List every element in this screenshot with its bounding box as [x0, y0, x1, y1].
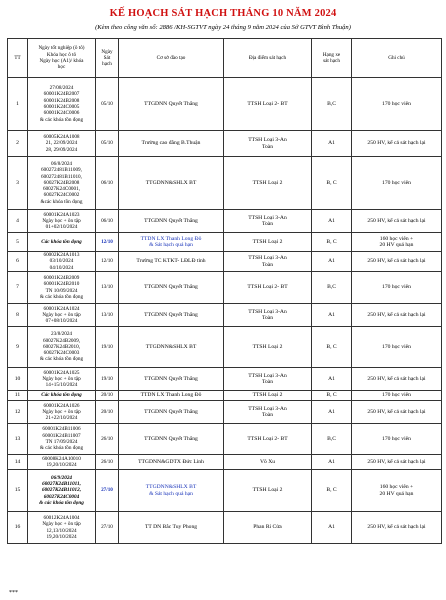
table-row	[8, 157, 442, 210]
cell-diadiem: TTSH Loại 3-An Toàn	[224, 252, 312, 272]
page-subtitle: (Kèm theo công văn số: 2886 /KH-SGTVT ngày 24 tháng 9 năm 2024 của Sở GTVT Bình Thuận)	[95, 24, 351, 31]
cell-ghichu: 160 học viên + 20 HV quá hạn	[352, 233, 442, 252]
table-row	[8, 391, 442, 401]
table-row	[8, 272, 442, 304]
cell-coso: TTGDNN&SHLX BT	[119, 327, 224, 368]
cell-coso: TTGDNN&SHLX BT & Sát hạch quá hạn	[119, 470, 224, 512]
cell-khoa: 60008K24A10010 19,20/10/2024	[28, 455, 96, 470]
cell-ghichu: 170 học viên	[352, 272, 442, 304]
cell-tt: 2	[8, 131, 28, 157]
cell-ghichu: 170 học viên	[352, 157, 442, 210]
cell-tt: 7	[8, 272, 28, 304]
table-row	[8, 327, 442, 368]
cell-khoa: 60012K24A1004 Ngày học + ôn tập 12,13/10/2024 19,20/10/2024	[28, 512, 96, 544]
cell-khoa: 60001K24A1026 Ngày học + ôn tập 21+22/10/2024	[28, 401, 96, 424]
cell-coso: Trường cao đẳng B.Thuận	[119, 131, 224, 157]
cell-tt: 1	[8, 78, 28, 131]
cell-diadiem: TTSH Loại 3-An Toàn	[224, 210, 312, 233]
cell-coso: TTGDNN Quyết Thắng	[119, 272, 224, 304]
cell-ngay: 05/10	[96, 131, 119, 157]
cell-diadiem: Võ Xu	[224, 455, 312, 470]
cell-tt: 11	[8, 391, 28, 401]
table-row	[8, 131, 442, 157]
table-row	[8, 401, 442, 424]
cell-ngay: 06/10	[96, 210, 119, 233]
cell-tt: 14	[8, 455, 28, 470]
cell-khoa: 06/9/2024 60027K24B11011, 60027K24B11012, 60027K24C0004 & các khóa tồn đọng	[28, 470, 96, 512]
cell-ngay: 05/10	[96, 78, 119, 131]
cell-diadiem: TTSH Loại 3-An Toàn	[224, 304, 312, 327]
table-row	[8, 368, 442, 391]
cell-hang: B,C	[312, 272, 352, 304]
cell-tt: 8	[8, 304, 28, 327]
cell-hang: A1	[312, 401, 352, 424]
cell-tt: 9	[8, 327, 28, 368]
header-diadiem: Địa điểm sát hạch	[224, 39, 312, 78]
cell-coso: TTDN LX Thanh Long Đô	[119, 391, 224, 401]
cell-khoa: 60001K24A1023 Ngày học + ôn tập 01+02/10/2024	[28, 210, 96, 233]
cell-ghichu: 170 học viên	[352, 391, 442, 401]
header-ngay: Ngày Sát hạch	[96, 39, 119, 78]
cell-coso: TTGDNN&GDTX Đức Linh	[119, 455, 224, 470]
cell-diadiem: TTSH Loại 2	[224, 470, 312, 512]
cell-khoa: 27/08/2024 60001K24B2007 60001K24B2008 60001K24C0005 60001K24C0006 & các khóa tồn đọng	[28, 78, 96, 131]
cell-khoa: 06/8/2024 600272481B11009, 600272481B11010, 60027K24B2008 60027K24C0001, 60027K24C0002 &các khóa tồn đọng	[28, 157, 96, 210]
cell-ngay: 06/10	[96, 157, 119, 210]
cell-tt: 4	[8, 210, 28, 233]
cell-khoa: 60005K24A1008 21, 22/09/2024 28, 29/09/2024	[28, 131, 96, 157]
cell-ghichu: 250 HV, kể cả sát hạch lại	[352, 252, 442, 272]
cell-ngay: 12/10	[96, 252, 119, 272]
header-hang: Hạng xe sát hạch	[312, 39, 352, 78]
cell-ngay: 13/10	[96, 272, 119, 304]
cell-ngay: 19/10	[96, 327, 119, 368]
cell-coso: TT DN Bắc Tuy Phong	[119, 512, 224, 544]
table-row	[8, 252, 442, 272]
table-row	[8, 304, 442, 327]
cell-hang: B,C	[312, 78, 352, 131]
cell-hang: A1	[312, 304, 352, 327]
cell-ghichu: 250 HV, kể cả sát hạch lại	[352, 401, 442, 424]
table-row	[8, 512, 442, 544]
cell-ngay: 26/10	[96, 424, 119, 455]
table-row	[8, 424, 442, 455]
cell-coso: TTGDNN Quyết Thắng	[119, 368, 224, 391]
cell-khoa: 23/8/2024 60027K24B2009, 60027K24B2010, 60027K24C0003 & các khóa tồn đọng	[28, 327, 96, 368]
cell-ngay: 27/10	[96, 512, 119, 544]
cell-tt: 12	[8, 401, 28, 424]
cell-ghichu: 250 HV, kể cả sát hạch lại	[352, 368, 442, 391]
cell-diadiem: TTSH Loại 2	[224, 233, 312, 252]
cell-tt: 3	[8, 157, 28, 210]
table-row	[8, 470, 442, 512]
cell-diadiem: TTSH Loại 3-An Toàn	[224, 368, 312, 391]
cell-hang: B, C	[312, 157, 352, 210]
cell-coso: TTGDNN Quyết Thắng	[119, 401, 224, 424]
footer-mark: ***	[9, 590, 18, 596]
cell-ngay: 20/10	[96, 401, 119, 424]
cell-ngay: 13/10	[96, 304, 119, 327]
header-ghichu: Ghi chú	[352, 39, 442, 78]
cell-coso: TTGDNN&SHLX BT	[119, 157, 224, 210]
cell-khoa: Các khóa tồn đọng	[28, 233, 96, 252]
cell-ghichu: 160 học viên + 20 HV quá hạn	[352, 470, 442, 512]
cell-hang: A1	[312, 368, 352, 391]
table-row	[8, 233, 442, 252]
cell-khoa: 60002K24A1013 03/10/2024 04/10/2024	[28, 252, 96, 272]
cell-tt: 15	[8, 470, 28, 512]
cell-diadiem: TTSH Loại 3-An Toàn	[224, 401, 312, 424]
table-header-row	[8, 39, 442, 78]
cell-ghichu: 250 HV, kể cả sát hạch lại	[352, 304, 442, 327]
header-coso: Cơ sở đào tạo	[119, 39, 224, 78]
cell-hang: B, C	[312, 391, 352, 401]
cell-coso: Trường TC KTKT- LĐLĐ tỉnh	[119, 252, 224, 272]
cell-coso: TTDN LX Thanh Long Đô & Sát hạch quá hạn	[119, 233, 224, 252]
cell-hang: A1	[312, 512, 352, 544]
table-body	[8, 78, 442, 544]
cell-diadiem: TTSH Loại 2- BT	[224, 424, 312, 455]
cell-diadiem: TTSH Loại 2	[224, 327, 312, 368]
cell-ghichu: 170 học viên	[352, 327, 442, 368]
cell-tt: 6	[8, 252, 28, 272]
cell-diadiem: TTSH Loại 2	[224, 157, 312, 210]
cell-hang: B,C	[312, 424, 352, 455]
cell-ngay: 20/10	[96, 391, 119, 401]
cell-ngay: 26/10	[96, 455, 119, 470]
cell-tt: 5	[8, 233, 28, 252]
cell-coso: TTGDNN Quyết Thắng	[119, 78, 224, 131]
schedule-table	[7, 38, 442, 544]
cell-ngay: 19/10	[96, 368, 119, 391]
table-row	[8, 78, 442, 131]
cell-coso: TTGDNN Quyết Thắng	[119, 424, 224, 455]
cell-hang: B, C	[312, 233, 352, 252]
cell-khoa: 60001K24B2009 60001K24B2010 TN 10/09/2024 & các khóa tồn đọng	[28, 272, 96, 304]
cell-diadiem: TTSH Loại 3-An Toàn	[224, 131, 312, 157]
cell-hang: A1	[312, 455, 352, 470]
cell-ngay: 27/10	[96, 470, 119, 512]
table-row	[8, 210, 442, 233]
header-tt: TT	[8, 39, 28, 78]
cell-diadiem: Phan Rí Cửa	[224, 512, 312, 544]
cell-ngay: 12/10	[96, 233, 119, 252]
header-khoa: Ngày tốt nghiệp (ô tô) Khóa học ô tô Ngày học (A1)/ khóa học	[28, 39, 96, 78]
cell-tt: 16	[8, 512, 28, 544]
cell-ghichu: 250 HV, kể cả sát hạch lại	[352, 210, 442, 233]
cell-coso: TTGDNN Quyết Thắng	[119, 304, 224, 327]
cell-hang: B, C	[312, 327, 352, 368]
cell-diadiem: TTSH Loại 2- BT	[224, 78, 312, 131]
cell-ghichu: 250 HV, kể cả sát hạch lại	[352, 512, 442, 544]
cell-tt: 10	[8, 368, 28, 391]
cell-coso: TTGDNN Quyết Thắng	[119, 210, 224, 233]
cell-hang: A1	[312, 131, 352, 157]
cell-diadiem: TTSH Loại 2	[224, 391, 312, 401]
cell-diadiem: TTSH Loại 2- BT	[224, 272, 312, 304]
cell-khoa: 60001K24B11006 60001K24B11007 TN 17/09/2024 & các khóa tồn đọng	[28, 424, 96, 455]
cell-ghichu: 250 HV, kể cả sát hạch lại	[352, 455, 442, 470]
table-row	[8, 455, 442, 470]
cell-khoa: 60001K24A1024 Ngày học + ôn tập 07+08/10/2024	[28, 304, 96, 327]
cell-ghichu: 170 học viên	[352, 78, 442, 131]
cell-hang: A1	[312, 210, 352, 233]
cell-ghichu: 250 HV, kể cả sát hạch lại	[352, 131, 442, 157]
cell-ghichu: 170 học viên	[352, 424, 442, 455]
cell-khoa: Các khóa tồn đọng	[28, 391, 96, 401]
cell-hang: B, C	[312, 470, 352, 512]
page-title: KẾ HOẠCH SÁT HẠCH THÁNG 10 NĂM 2024	[109, 8, 337, 19]
cell-hang: A1	[312, 252, 352, 272]
cell-tt: 13	[8, 424, 28, 455]
cell-khoa: 60001K24A1025 Ngày học + ôn tập 14+15/10/2024	[28, 368, 96, 391]
